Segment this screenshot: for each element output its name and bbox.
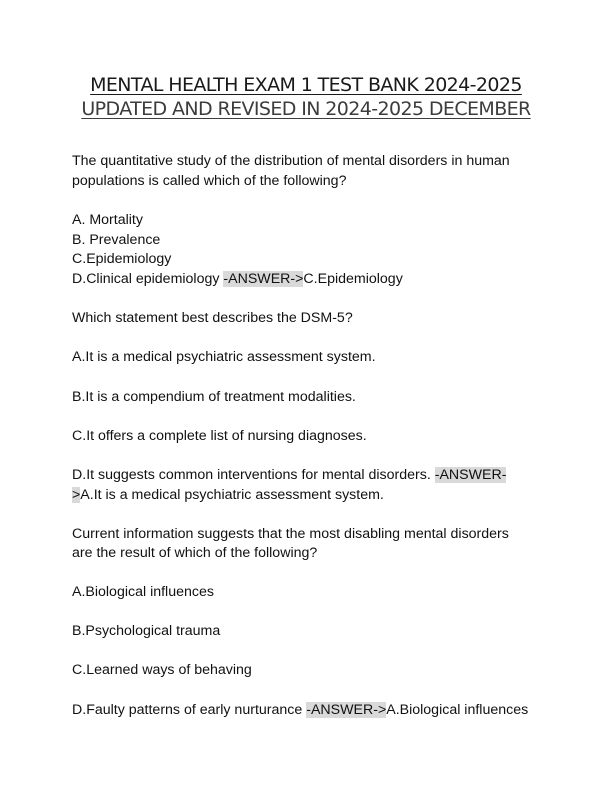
question-1-answer: C.Epidemiology	[303, 271, 403, 287]
question-3-stem-line-1: Current information suggests that the most disabling mental disorders	[72, 526, 509, 542]
question-2-option-a: A.It is a medical psychiatric assessment system.	[72, 349, 376, 365]
question-2-stem: Which statement best describes the DSM-5?	[72, 310, 353, 326]
question-2-answer: A.It is a medical psychiatric assessment system.	[80, 487, 384, 503]
question-1-option-a: A. Mortality	[72, 212, 143, 228]
question-2-option-d: D.It suggests common interventions for mental disorders.	[72, 467, 435, 483]
document-title: MENTAL HEALTH EXAM 1 TEST BANK 2024-2025	[90, 74, 522, 96]
document-subtitle: UPDATED AND REVISED IN 2024-2025 DECEMBER	[81, 98, 531, 120]
question-1-option-d-row	[72, 270, 403, 288]
question-3-stem-line-2: are the result of which of the following?	[72, 545, 318, 561]
question-3-option-a: A.Biological influences	[72, 584, 214, 600]
question-2-answer-row	[72, 486, 384, 504]
answer-marker: -ANSWER->	[223, 271, 304, 287]
answer-marker: -ANSWER->	[306, 702, 387, 718]
question-3-option-d-row	[72, 701, 528, 719]
question-3-option-d: D.Faulty patterns of early nurturance	[72, 702, 307, 718]
question-3-option-b: B.Psychological trauma	[72, 623, 221, 639]
question-2-option-d-row	[72, 466, 506, 484]
question-1-stem-line-1: The quantitative study of the distribution of mental disorders in human	[72, 153, 510, 169]
question-3-answer: A.Biological influences	[386, 702, 529, 718]
answer-marker: -ANSWER-	[434, 467, 507, 483]
question-1-stem-line-2: populations is called which of the following?	[72, 173, 347, 189]
question-1-option-b: B. Prevalence	[72, 232, 161, 248]
question-3-option-c: C.Learned ways of behaving	[72, 662, 252, 678]
question-1-option-d: D.Clinical epidemiology	[72, 271, 224, 287]
question-2-option-c: C.It offers a complete list of nursing diagnoses.	[72, 428, 367, 444]
question-1-option-c: C.Epidemiology	[72, 251, 172, 267]
question-2-option-b: B.It is a compendium of treatment modalities.	[72, 389, 356, 405]
answer-marker-continued: >	[72, 487, 81, 503]
